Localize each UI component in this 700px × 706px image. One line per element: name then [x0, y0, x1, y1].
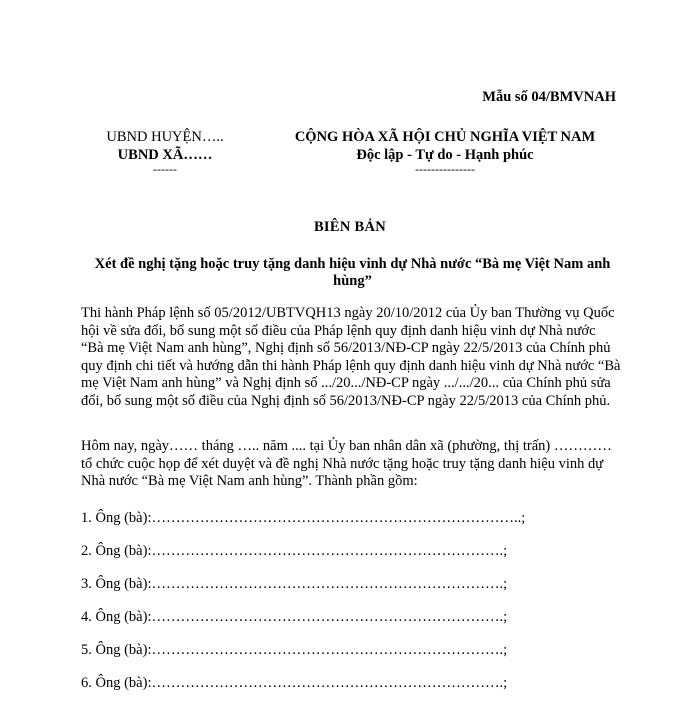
- commune-committee: UBND XÃ……: [117, 147, 213, 163]
- authority-separator: ------: [153, 162, 177, 176]
- motto-separator: ---------------: [415, 162, 475, 176]
- meeting-intro-paragraph: Hôm nay, ngày…… tháng ….. năm .... tại Ủy ban nhân dân xã (phường, thị trấn) ………… tổ chức cuộc họp để xét duyệt và đề nghị Nhà nước tặng hoặc truy tặng danh hiệu vinh dự Nhà nước “Bà mẹ Việt Nam anh hùng”. Thành phần gồm:: [81, 438, 612, 490]
- national-header-block: [285, 128, 605, 174]
- national-motto: Độc lập - Tự do - Hạnh phúc: [356, 147, 534, 163]
- form-code: Mẫu số 04/BMVNAH: [482, 89, 616, 105]
- district-committee: UBND HUYỆN…..: [106, 129, 224, 145]
- attendee-line: 1. Ông (bà):…………………………………………………………………..;: [81, 510, 526, 526]
- document-title: BIÊN BẢN: [313, 219, 387, 235]
- attendee-line: 6. Ông (bà):……………………………………………………………….;: [81, 675, 508, 691]
- attendee-list: [81, 508, 641, 706]
- attendee-line: 5. Ông (bà):……………………………………………………………….;: [81, 642, 508, 658]
- attendee-line: 4. Ông (bà):……………………………………………………………….;: [81, 609, 508, 625]
- attendee-line: 2. Ông (bà):……………………………………………………………….;: [81, 543, 508, 559]
- national-title: CỘNG HÒA XÃ HỘI CHỦ NGHĨA VIỆT NAM: [294, 129, 596, 145]
- attendee-line: 3. Ông (bà):……………………………………………………………….;: [81, 576, 508, 592]
- legal-basis-paragraph: Thi hành Pháp lệnh số 05/2012/UBTVQH13 ngày 20/10/2012 của Ủy ban Thường vụ Quốc hội về sửa đổi, bổ sung một số điều của Pháp lệnh quy định danh hiệu vinh dự Nhà nước “Bà mẹ Việt Nam anh hùng”, Nghị định số 56/2013/NĐ-CP ngày 22/5/2013 của Chính phủ quy định chi tiết và hướng dẫn thi hành Pháp lệnh quy định danh hiệu vinh dự Nhà nước “Bà mẹ Việt Nam anh hùng” và Nghị định số .../20.../NĐ-CP ngày .../.../20... của Chính phủ sửa đổi, bổ sung một số điều của Nghị định số 56/2013/NĐ-CP ngày 22/5/2013 của Chính phủ.: [81, 305, 621, 409]
- document-subtitle: Xét đề nghị tặng hoặc truy tặng danh hiệu vinh dự Nhà nước “Bà mẹ Việt Nam anh hùng”: [94, 256, 611, 289]
- issuing-authority-block: [100, 128, 230, 174]
